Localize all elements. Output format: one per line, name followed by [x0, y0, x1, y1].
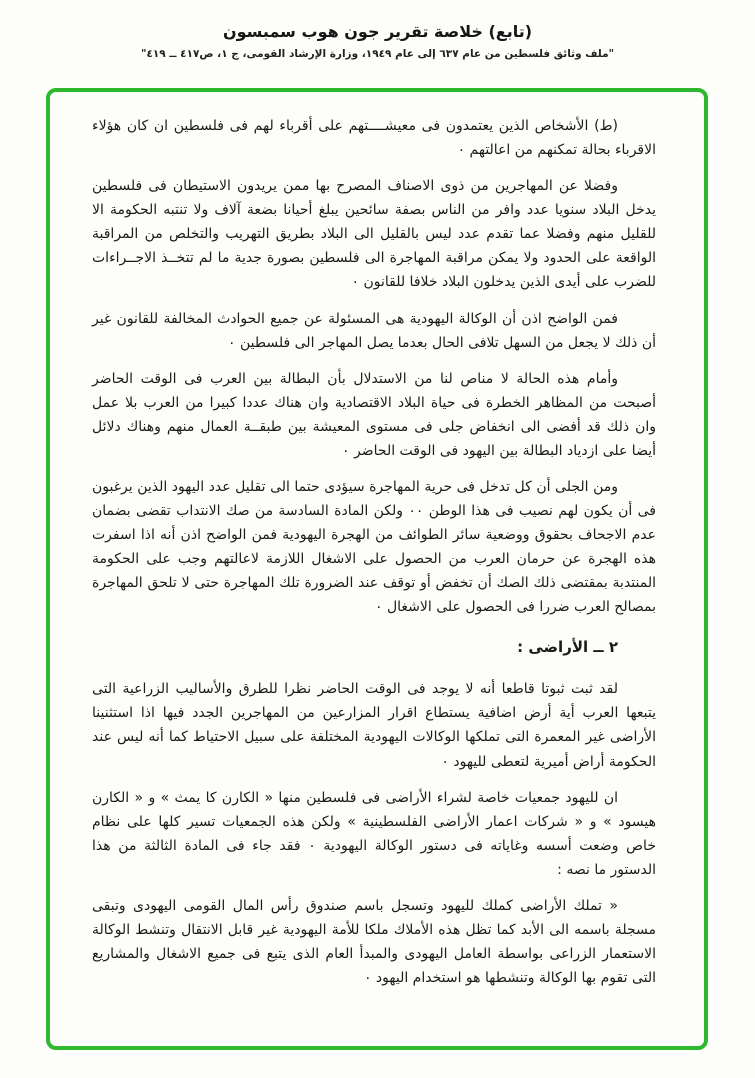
- paragraph-no-additional-land: لقد ثبت ثبوتا قاطعا أنه لا يوجد فى الوقت الحاضر نظرا للطرق والأساليب الزراعية التى يتبعها العرب أية أرض اضافية يستطاع اقرار المزارعين من المهاجرين الجدد فيها اذا استثنينا الأراضى غير المعمرة التى تملكها الوكالات اليهودية المختلفة على سبيل الاحتياط كما أنه ليس عند الحكومة أراض أميرية لتعطى لليهود ٠: [92, 681, 656, 770]
- paragraph-arab-unemployment: وأمام هذه الحالة لا مناص لنا من الاستدلال بأن البطالة بين العرب فى الوقت الحاضر أصبحت من المظاهر الخطرة فى حياة البلاد الاقتصادية وان هناك عددا كبيرا من العرب بلا عمل وان ذلك قد أفضى الى انخفاض جلى فى مستوى المعيشة بين طبقــة العمال منهم وهناك دلائل أيضا على ازدياد البطالة بين اليهود فى الوقت الحاضر ٠: [92, 370, 656, 459]
- paragraph-land-purchase-societies: ان لليهود جمعيات خاصة لشراء الأراضى فى فلسطين منها « الكارن كا يمث » و « الكارن هيسود » و « شركات اعمار الأراضى الفلسطينية » ولكن هذه الجمعيات تسير كلها على نظام خاص وضعت أسسه وغاياته فى دستور الوكالة اليهودية ٠ فقد جاء فى المادة الثالثة من هذا الدستور ما نصه :: [92, 789, 656, 878]
- paragraph-constitution-article-three: « تملك الأراضى كملك لليهود وتسجل باسم صندوق رأس المال القومى اليهودى وتبقى مسجلة باسمه الى الأبد كما تظل هذه الأملاك ملكا للأمة اليهودية غير قابل الانتقال وتنشط الوكالة الاستعمار الزراعى بواسطة العامل اليهودى والمبدأ العام الذى يتبع فى جميع الاشغال والمشاريع التى تقوم بها الوكالة وتنشطها هو استخدام اليهود ٠: [92, 897, 656, 987]
- page-header: [0, 22, 755, 60]
- document-source-line: "ملف وثائق فلسطين من عام ٦٣٧ إلى عام ١٩٤٩، وزارة الإرشاد القومى، ج ١، ص٤١٧ ــ ٤١٩": [140, 48, 615, 60]
- paragraph-mandate-article-six: ومن الجلى أن كل تدخل فى حرية المهاجرة سيؤدى حتما الى تقليل عدد اليهود الذين يرغبون فى أن يكون لهم نصيب فى هذا الوطن ٠٠ ولكن المادة السادسة من صك الانتداب تقضى بضمان عدم الاجحاف بحقوق ووضعية سائر الطوائف من الهجرة اليهودية فمن الواضح اذن أنه اذا اسفرت هذه الهجرة عن حرمان العرب من الحصول على الاشغال اللازمة لاعالتهم وجب على الحكومة المنتدبة بمقتضى ذلك الصك أن تخفض أو توقف عند الضرورة تلك المهاجرة حتى لا تلحق المهاجرة بمصالح العرب ضررا فى الحصول على الاشغال ٠: [92, 479, 656, 616]
- paragraph-immigrant-categories: وفضلا عن المهاجرين من ذوى الاصناف المصرح بها ممن يريدون الاستيطان فى فلسطين يدخل البلاد سنويا عدد وافر من الناس بصفة سائحين يبلغ أحيانا بضعة آلاف ولا تنتبه الحكومة الا للقليل منهم وفضلا عما تقدم عدد ليس بالقليل الى البلاد بطريق التهريب والتخلص من المراقبة الواقعة على الحدود ولا يمكن مراقبة المهاجرة الى فلسطين بصورة جدية ما لم تتخــذ الاجــراءات للضرب على أيدى الذين يدخلون البلاد خلافا للقانون ٠: [92, 178, 656, 291]
- paragraph-jewish-agency-responsibility: فمن الواضح اذن أن الوكالة اليهودية هى المسئولة عن جميع الحوادث المخالفة للقانون غير أن ذلك لا يجعل من السهل تلافى الحال بعدما يصل المهاجر الى فلسطين ٠: [92, 310, 656, 351]
- document-title: (تابع) خلاصة تقرير جون هوب سمبسون: [222, 22, 533, 41]
- content-frame: [46, 88, 708, 1050]
- document-body: [92, 114, 656, 990]
- paragraph-dependents: (ط) الأشخاص الذين يعتمدون فى معيشــــتهم على أقرباء لهم فى فلسطين ان كان هؤلاء الاقرباء بحالة تمكنهم من اعالتهم ٠: [92, 118, 656, 159]
- section-heading-lands: ٢ ــ الأراضى :: [517, 638, 618, 657]
